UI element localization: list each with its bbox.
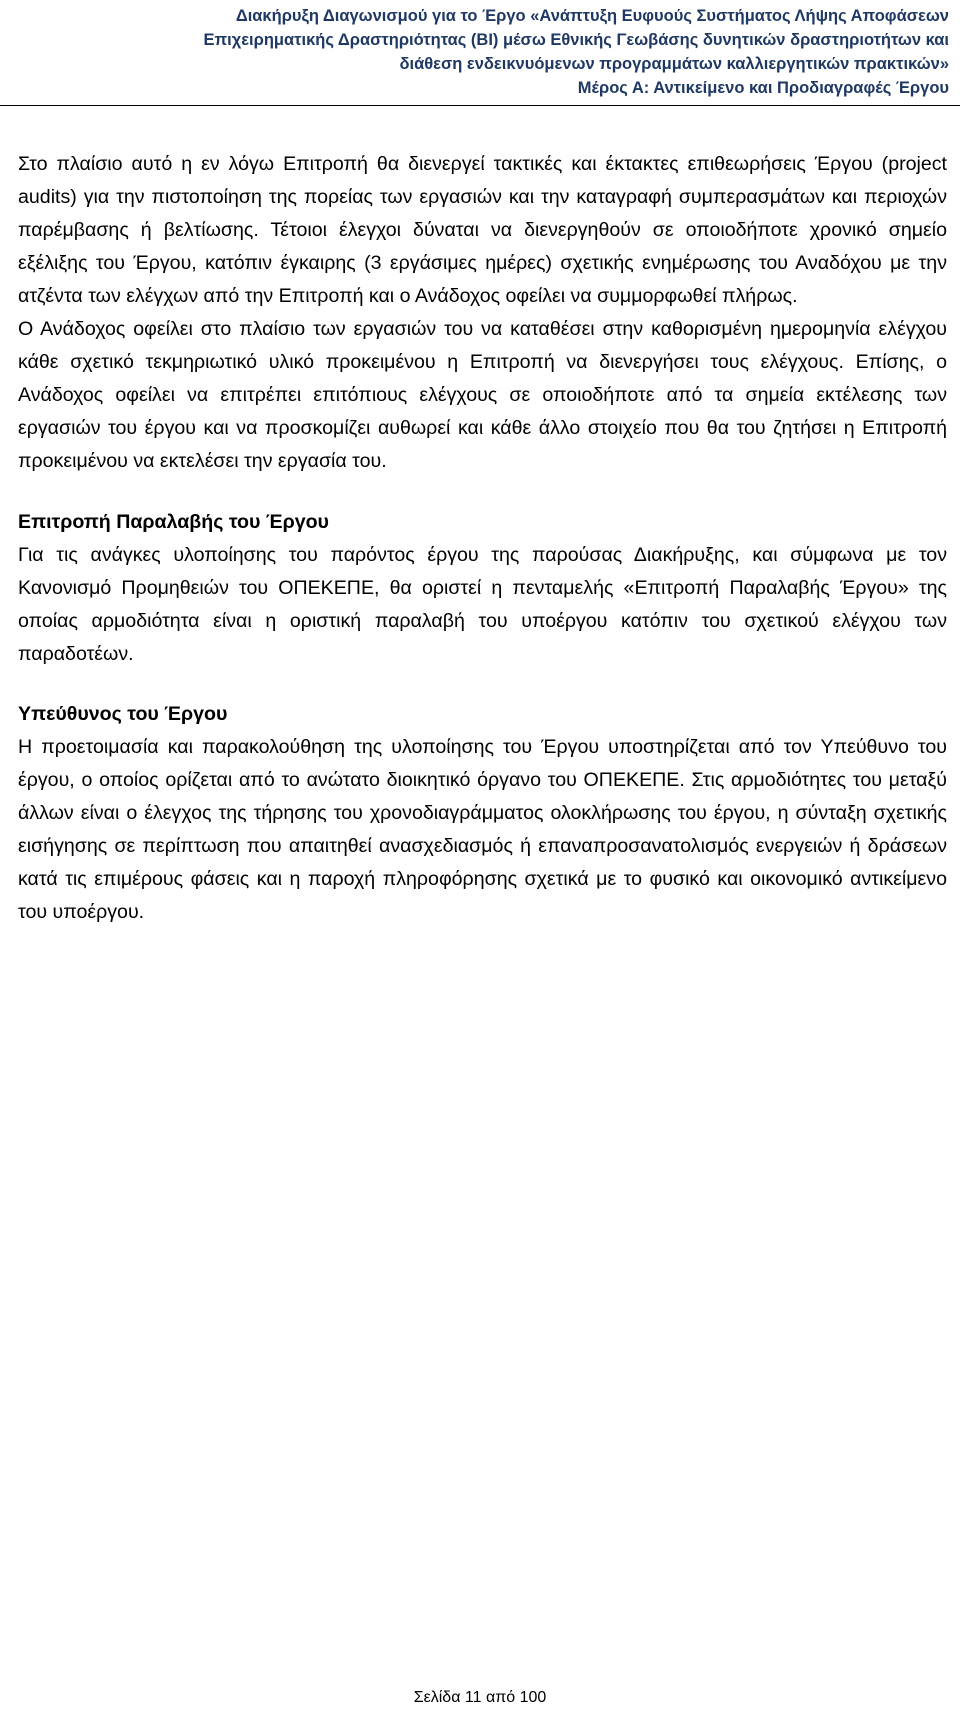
section-title-project-manager: Υπεύθυνος του Έργου bbox=[18, 703, 228, 725]
header-line-1: Διακήρυξη Διαγωνισμού για το Έργο «Ανάπτυξη Ευφυούς Συστήματος Λήψης Αποφάσεων bbox=[235, 7, 949, 25]
page-number: Σελίδα 11 από 100 bbox=[413, 1689, 547, 1706]
section-text-acceptance-committee: Για τις ανάγκες υλοποίησης του παρόντος έργου της παρούσας Διακήρυξης, και σύμφωνα με τον Κανονισμό Προμηθειών του ΟΠΕΚΕΠΕ, θα οριστεί η πενταμελής «Επιτροπή Παραλαβής Έργου» της οποίας αρμοδιότητα είναι η οριστική παραλαβή του υποέργου κατόπιν του σχετικού ελέγχου των παραδοτέων. bbox=[18, 544, 947, 665]
header-line-2: Επιχειρηματικής Δραστηριότητας (BI) μέσω Εθνικής Γεωβάσης δυνητικών δραστηριοτήτων και bbox=[203, 31, 949, 49]
document-body bbox=[18, 148, 947, 929]
body-paragraph-1: Στο πλαίσιο αυτό η εν λόγω Επιτροπή θα διενεργεί τακτικές και έκτακτες επιθεωρήσεις Έργου (project audits) για την πιστοποίηση της πορείας των εργασιών και την καταγραφή συμπερασμάτων και περιοχών παρέμβασης ή βελτίωσης. Τέτοιοι έλεγχοι δύναται να διενεργηθούν σε οποιοδήποτε χρονικό σημείο εξέλιξης του Έργου, κατόπιν έγκαιρης (3 εργάσιμες ημέρες) σχετικής ενημέρωσης του Αναδόχου με την ατζέντα των ελέγχων από την Επιτροπή και ο Ανάδοχος οφείλει να συμμορφωθεί πλήρως. bbox=[18, 153, 947, 307]
document-header bbox=[0, 4, 960, 100]
header-divider bbox=[0, 105, 960, 106]
spacer bbox=[18, 671, 947, 698]
body-paragraph-2: Ο Ανάδοχος οφείλει στο πλαίσιο των εργασιών του να καταθέσει στην καθορισμένη ημερομηνία ελέγχου κάθε σχετικό τεκμηριωτικό υλικό προκειμένου η Επιτροπή να διενεργήσει τους ελέγχους. Επίσης, ο Ανάδοχος οφείλει να επιτρέπει επιτόπιους ελέγχους σε οποιοδήποτε από τα σημεία εκτέλεσης των εργασιών του έργου και να προσκομίζει αυθωρεί και κάθε άλλο στοιχείο που θα του ζητήσει η Επιτροπή προκειμένου να εκτελέσει την εργασία του. bbox=[18, 318, 947, 472]
spacer bbox=[18, 478, 947, 506]
header-line-4: Μέρος Α: Αντικείμενο και Προδιαγραφές Έργου bbox=[577, 79, 949, 97]
section-text-project-manager: Η προετοιμασία και παρακολούθηση της υλοποίησης του Έργου υποστηρίζεται από τον Υπεύθυνο του έργου, ο οποίος ορίζεται από το ανώτατο διοικητικό όργανο του ΟΠΕΚΕΠΕ. Στις αρμοδιότητες του μεταξύ άλλων είναι ο έλεγχος της τήρησης του χρονοδιαγράμματος ολοκλήρωσης του έργου, η σύνταξη σχετικής εισήγησης σε περίπτωση που απαιτηθεί ανασχεδιασμός ή επαναπροσανατολισμός ενεργειών ή δράσεων κατά τις επιμέρους φάσεις και η παροχή πληροφόρησης σχετικά με το φυσικό και οικονομικό αντικείμενο του υποέργου. bbox=[18, 736, 947, 923]
header-line-3: διάθεση ενδεικνυόμενων προγραμμάτων καλλιεργητικών πρακτικών» bbox=[399, 55, 949, 73]
section-title-acceptance-committee: Επιτροπή Παραλαβής του Έργου bbox=[18, 511, 329, 533]
